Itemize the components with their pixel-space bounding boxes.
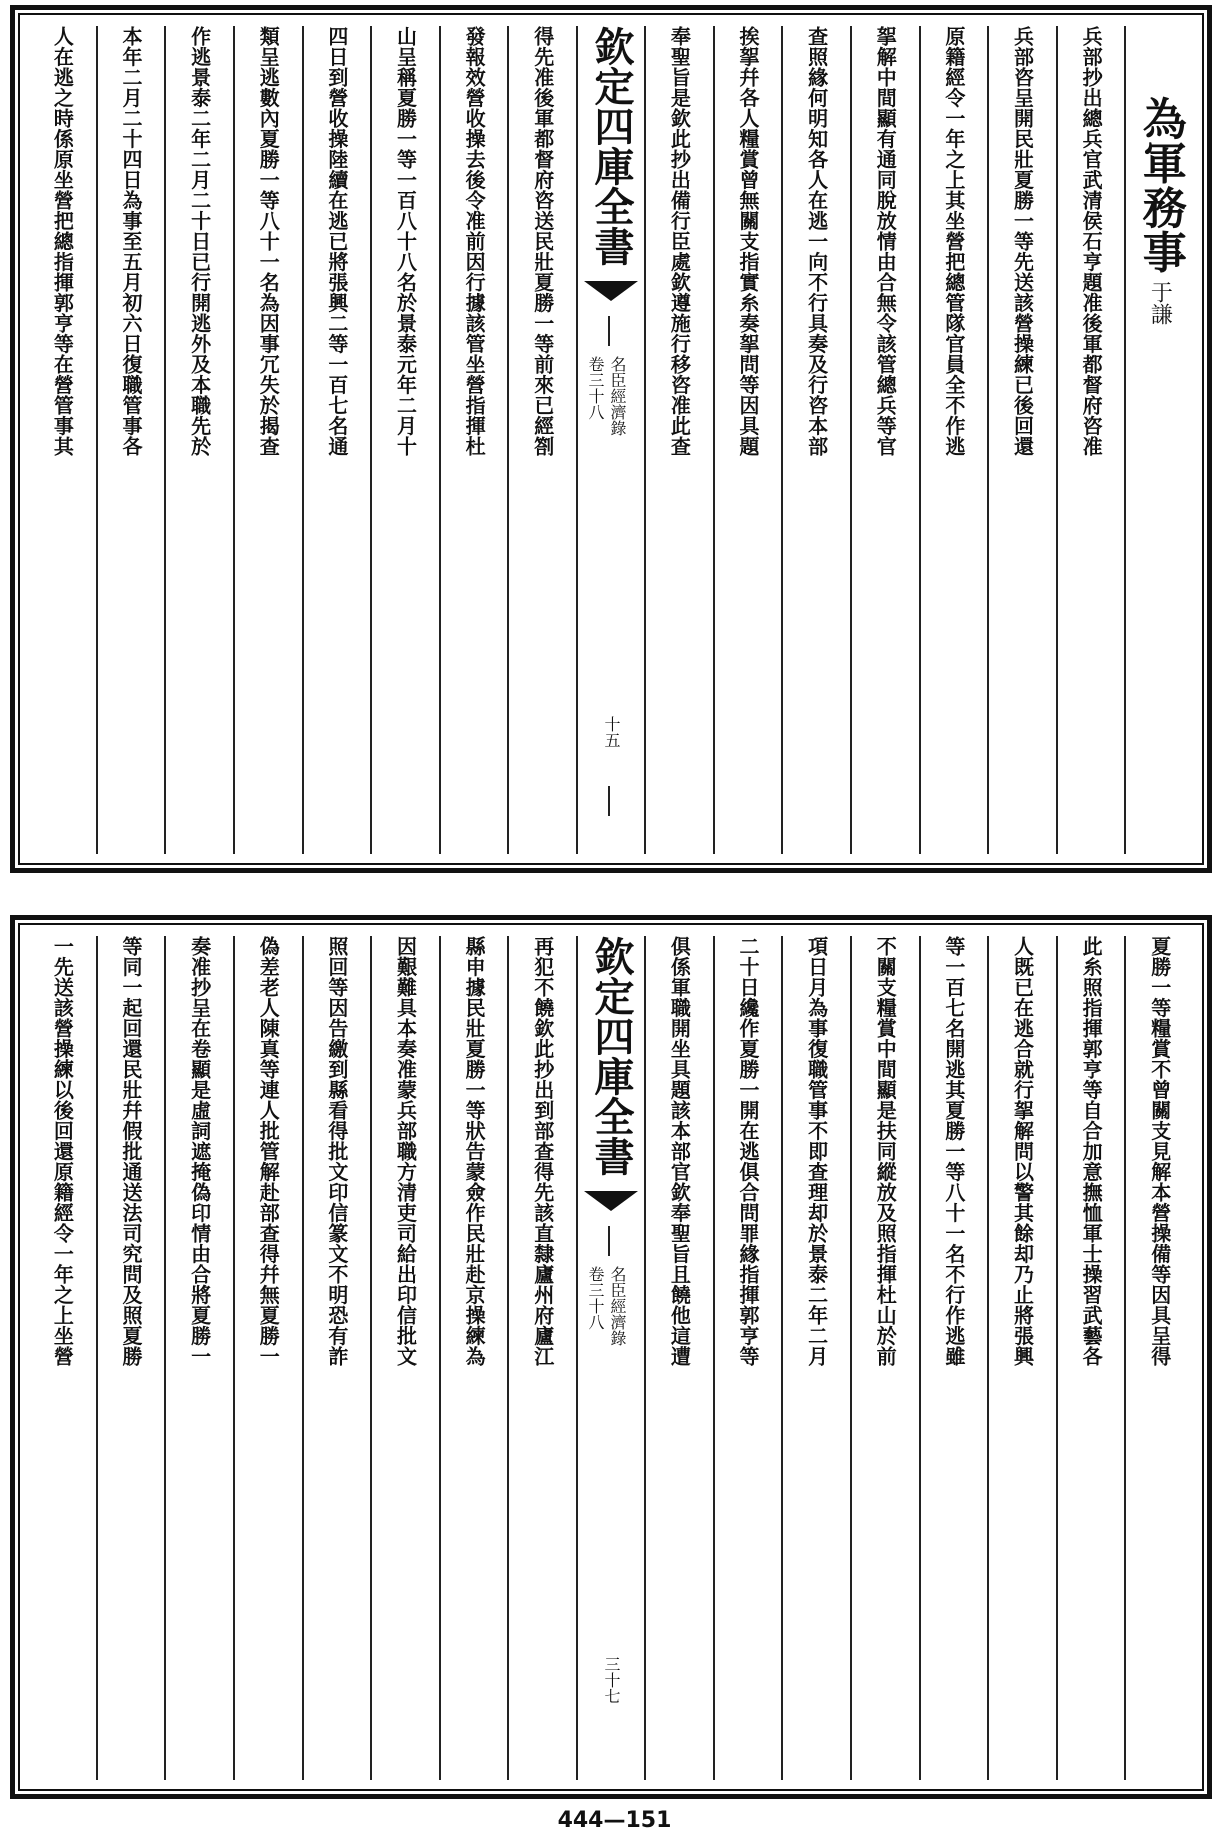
library-title: 欽定四庫全書	[588, 936, 635, 1176]
text-column: 作逃景泰二年二月二十日已行開逃外及本職先於	[164, 26, 233, 854]
text-column: 本年二月二十四日為事至五月初六日復職管事各	[96, 26, 165, 854]
center-fold-column	[576, 936, 644, 1780]
text-column: 照回等因告繳到縣看得批文印信篆文不明恐有詐	[302, 936, 371, 1780]
text-column: 等一百七名開逃其夏勝一等八十一名不行作逃雖	[919, 936, 988, 1780]
memorial-title: 為軍務事	[1134, 96, 1186, 274]
fish-tail-mark-icon	[584, 1191, 638, 1219]
text-column: 查照緣何明知各人在逃一向不行具奏及行咨本部	[781, 26, 850, 854]
book-title: 名臣經濟錄	[608, 356, 627, 436]
text-column: 類呈逃數內夏勝一等八十一名為因事冗失於揭查	[233, 26, 302, 854]
text-column: 一先送該營操練以後回還原籍經令一年之上坐營	[50, 936, 75, 1367]
text-column: 偽差老人陳真等連人批管解赴部查得幷無夏勝一	[233, 936, 302, 1780]
text-column: 得先准後軍都督府咨送民壯夏勝一等前來已經劄	[507, 26, 576, 854]
bottom-page-panel	[10, 915, 1212, 1799]
text-column: 不關支糧賞中間顯是扶同縱放及照指揮杜山於前	[850, 936, 919, 1780]
text-column: 山呈稱夏勝一等一百八十八名於景泰元年二月十	[370, 26, 439, 854]
text-column: 夏勝一等糧賞不曾關支見解本營操備等因具呈得	[1124, 936, 1193, 1780]
fold-line	[608, 786, 610, 816]
text-column: 奉聖旨是欽此抄出備行臣處欽遵施行移咨准此查	[644, 26, 713, 854]
text-column: 原籍經令一年之上其坐營把總管隊官員全不作逃	[919, 26, 988, 854]
text-column: 四日到營收操陸續在逃已將張興二等一百七名通	[302, 26, 371, 854]
volume-number: 卷三十八	[586, 1266, 605, 1330]
text-column: 人在逃之時係原坐營把總指揮郭亨等在營管事其	[50, 26, 75, 457]
text-column: 因艱難具本奏准蒙兵部職方清吏司給出印信批文	[370, 936, 439, 1780]
text-column: 人既已在逃合就行挐解問以警其餘却乃止將張興	[987, 936, 1056, 1780]
fold-line	[608, 1226, 610, 1256]
fold-line	[608, 316, 610, 346]
text-column: 此糸照指揮郭亨等自合加意撫恤軍士操習武藝各	[1056, 936, 1125, 1780]
text-column: 俱係軍職開坐具題該本部官欽奉聖旨且饒他這遭	[644, 936, 713, 1780]
text-column: 縣申據民壯夏勝一等狀告蒙僉作民壯赴京操練為	[439, 936, 508, 1780]
text-column: 挨挐幷各人糧賞曾無關支指實糸奏挐問等因具題	[713, 26, 782, 854]
text-column: 兵部咨呈開民壯夏勝一等先送該營操練已後回還	[987, 26, 1056, 854]
leaf-number: 三十七	[602, 1656, 621, 1704]
text-column: 再犯不饒欽此抄出到部查得先該直隸廬州府廬江	[507, 936, 576, 1780]
text-column: 挐解中間顯有通同脫放情由合無令該管總兵等官	[850, 26, 919, 854]
text-column: 發報效營收操去後令准前因行據該管坐營指揮杜	[439, 26, 508, 854]
fish-tail-mark-icon	[584, 281, 638, 309]
text-column: 兵部抄出總兵官武清侯石亨題准後軍都督府咨准	[1056, 26, 1125, 854]
library-title: 欽定四庫全書	[588, 26, 635, 266]
volume-number: 卷三十八	[586, 356, 605, 420]
text-column: 二十日纔作夏勝一開在逃俱合問罪緣指揮郭亨等	[713, 936, 782, 1780]
top-page-panel	[10, 5, 1212, 873]
memorial-title-column	[1124, 26, 1193, 854]
memorial-author: 于謙	[1147, 281, 1173, 325]
text-column: 項日月為事復職管事不即查理却於景泰二年二月	[781, 936, 850, 1780]
leaf-number: 十五	[602, 716, 621, 748]
text-column: 等同一起回還民壯幷假批通送法司究問及照夏勝	[96, 936, 165, 1780]
center-fold-column	[576, 26, 644, 854]
text-column: 奏准抄呈在卷顯是虛詞遮掩偽印情由合將夏勝一	[164, 936, 233, 1780]
book-title: 名臣經濟錄	[608, 1266, 627, 1346]
page-code: 444—151	[557, 1808, 672, 1833]
